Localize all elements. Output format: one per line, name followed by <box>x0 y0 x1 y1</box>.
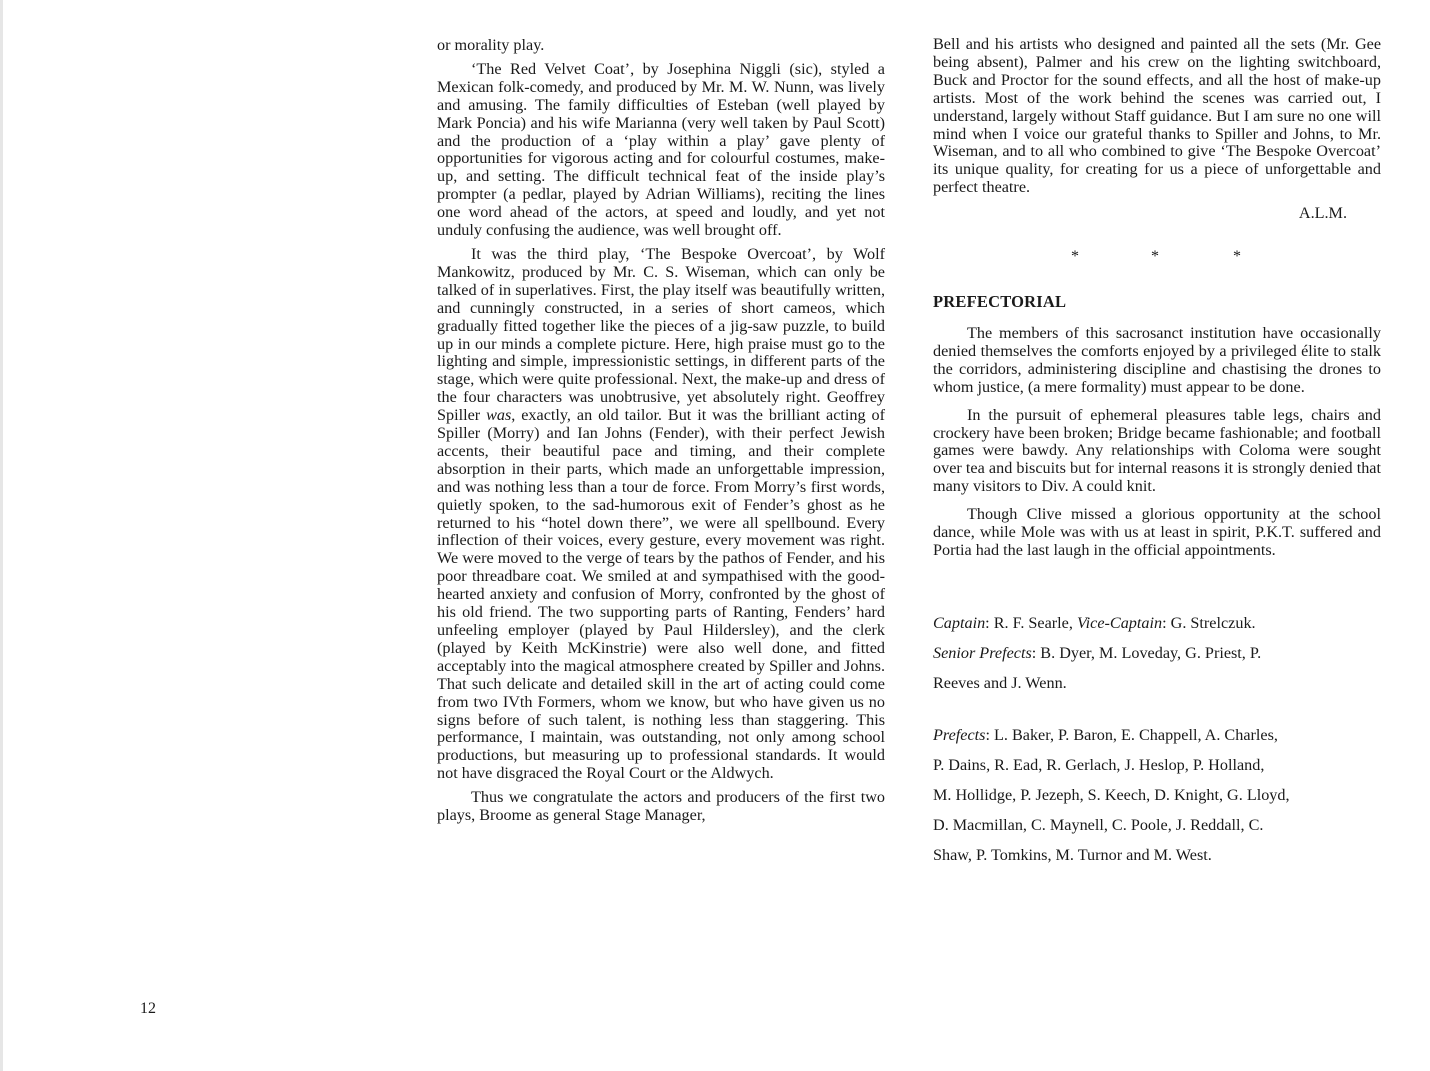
section-separator <box>933 223 1381 283</box>
paragraph: Bell and his artists who designed and painted all the sets (Mr. Gee being absent), Palmer and his crew on the lighting switchboard, Buck and Proctor for the sound effects, and all the host of make-up artists. Most of the work behind the scenes was carried out, I understand, largely without Staff guidance. But I am sure no one will mind when I voice our grateful thanks to Spiller and Johns, to Mr. Wiseman, and to all who combined to give ‘The Bespoke Overcoat’ its unique quality, for creating for us a piece of unforgettable and perfect theatre. <box>933 35 1381 197</box>
captain-line: Captain: R. F. Searle, Vice-Captain: G. Strelczuk. <box>933 613 1256 632</box>
asterisk: * <box>1071 248 1079 266</box>
prefects-line: M. Hollidge, P. Jezeph, S. Keech, D. Knight, G. Lloyd, <box>933 785 1290 804</box>
paragraph-text: , exactly, an old tailor. But it was the brilliant acting of Spiller (Morry) and Ian Johns (Fender), with their perfect Jewish accents, their beautiful pace and timing, and their complete absorption in their parts, which made an unforgettable impression, and was nothing less than a tour de force. From Morry’s first words, quietly spoken, to the sad-humorous exit of Fender’s ghost as he returned to his “hotel down there”, we were all spellbound. Every inflection of their voices, every gesture, every movement was right. We were moved to the verge of tears by the pathos of Fender, and his poor threadbare coat. We smiled at and sympathised with the good-hearted anxiety and confusion of Morry, confronted by the ghost of his old friend. The two supporting parts of Ranting, Fenders’ hard unfeeling employer (played by Paul Hildersley), and the clerk (played by Keith McKinstrie) were also well done, and fitted acceptably into the magical atmosphere created by Spiller and Johns. That such delicate and detailed skill in the art of acting could come from two IVth Formers, whom we know, but who have given us no signs before of such talent, is nothing less than staggering. This performance, I maintain, was outstanding, not only among school productions, but measuring up to professional standards. It would not have disgraced the Royal Court or the Aldwych. <box>437 406 885 783</box>
paragraph <box>437 246 885 783</box>
prefects-line: Shaw, P. Tomkins, M. Turnor and M. West. <box>933 845 1212 864</box>
paragraph: or morality play. <box>437 36 545 54</box>
role-label: Prefects <box>933 725 986 744</box>
left-column <box>437 37 885 825</box>
prefects-line: Prefects: L. Baker, P. Baron, E. Chappell, A. Charles, <box>933 725 1278 744</box>
prefects-line: D. Macmillan, C. Maynell, C. Poole, J. Reddall, C. <box>933 815 1264 834</box>
italic-word: was <box>486 406 512 425</box>
role-label: Senior Prefects <box>933 643 1032 662</box>
officer-names: G. Strelczuk. <box>1170 613 1256 632</box>
section-heading: PREFECTORIAL <box>933 292 1067 312</box>
paragraph: Though Clive missed a glorious opportunity at the school dance, while Mole was with us at least in spirit, P.K.T. suffered and Portia had the last laugh in the official appointments. <box>933 505 1381 559</box>
page-edge <box>0 0 3 1071</box>
spacer <box>933 698 1381 720</box>
author-signoff: A.L.M. <box>1298 204 1347 223</box>
officers-list <box>933 608 1381 870</box>
senior-prefects-line: Reeves and J. Wenn. <box>933 673 1067 692</box>
role-label: Vice-Captain <box>1076 613 1163 632</box>
asterisk: * <box>1151 248 1159 266</box>
paragraph: The members of this sacrosanct institution have occasionally denied themselves the comforts enjoyed by a privileged élite to stalk the corridors, administering discipline and chastising the drones to whom justice, (a mere formality) must appear to be done. <box>933 323 1381 396</box>
page-number: 12 <box>140 1000 156 1017</box>
prefects-line: P. Dains, R. Ead, R. Gerlach, J. Heslop, P. Holland, <box>933 755 1265 774</box>
paragraph-text: It was the third play, ‘The Bespoke Overcoat’, by Wolf Mankowitz, produced by Mr. C. S. Wiseman, which can only be talked of in superlatives. First, the play itself was beautifully written, and cunningly constructed, in a series of short cameos, which gradually fitted together like the pieces of a jig-saw puzzle, to build up in our minds a complete picture. Here, high praise must go to the lighting and simple, impressionistic settings, in different parts of the stage, which were quite professional. Next, the make-up and dress of the four characters was unobtrusive, yet absolutely right. Geoffrey Spiller <box>437 244 885 425</box>
role-label: Captain <box>933 613 986 632</box>
officer-names: R. F. Searle, <box>993 613 1073 632</box>
officer-names: L. Baker, P. Baron, E. Chappell, A. Charles, <box>993 725 1278 744</box>
right-column <box>933 36 1381 870</box>
paragraph: ‘The Red Velvet Coat’, by Josephina Niggli (sic), styled a Mexican folk-comedy, and produced by Mr. M. W. Nunn, was lively and amusing. The family difficulties of Esteban (well played by Mark Poncia) and his wife Marianna (very well taken by Paul Scott) and the production of a ‘play within a play’ gave plenty of opportunities for vigorous acting and for colourful costumes, make-up, and setting. The difficult technical feat of the inside play’s prompter (a pedlar, played by Adrian Williams), reciting the lines one word ahead of the actors, at speed and loudly, and yet not unduly confusing the audience, was well brought off. <box>437 59 885 240</box>
senior-prefects-line: Senior Prefects: B. Dyer, M. Loveday, G. Priest, P. <box>933 643 1262 662</box>
asterisk: * <box>1233 248 1241 266</box>
paragraph: In the pursuit of ephemeral pleasures table legs, chairs and crockery have been broken; Bridge became fashionable; and football games were bawdy. Any relationships with Coloma were sought over tea and biscuits but for internal reasons it is strongly denied that many visitors to Div. A could knit. <box>933 405 1381 496</box>
paragraph: Thus we congratulate the actors and producers of the first two plays, Broome as general Stage Manager, <box>437 788 885 825</box>
officer-names: B. Dyer, M. Loveday, G. Priest, P. <box>1040 643 1262 662</box>
